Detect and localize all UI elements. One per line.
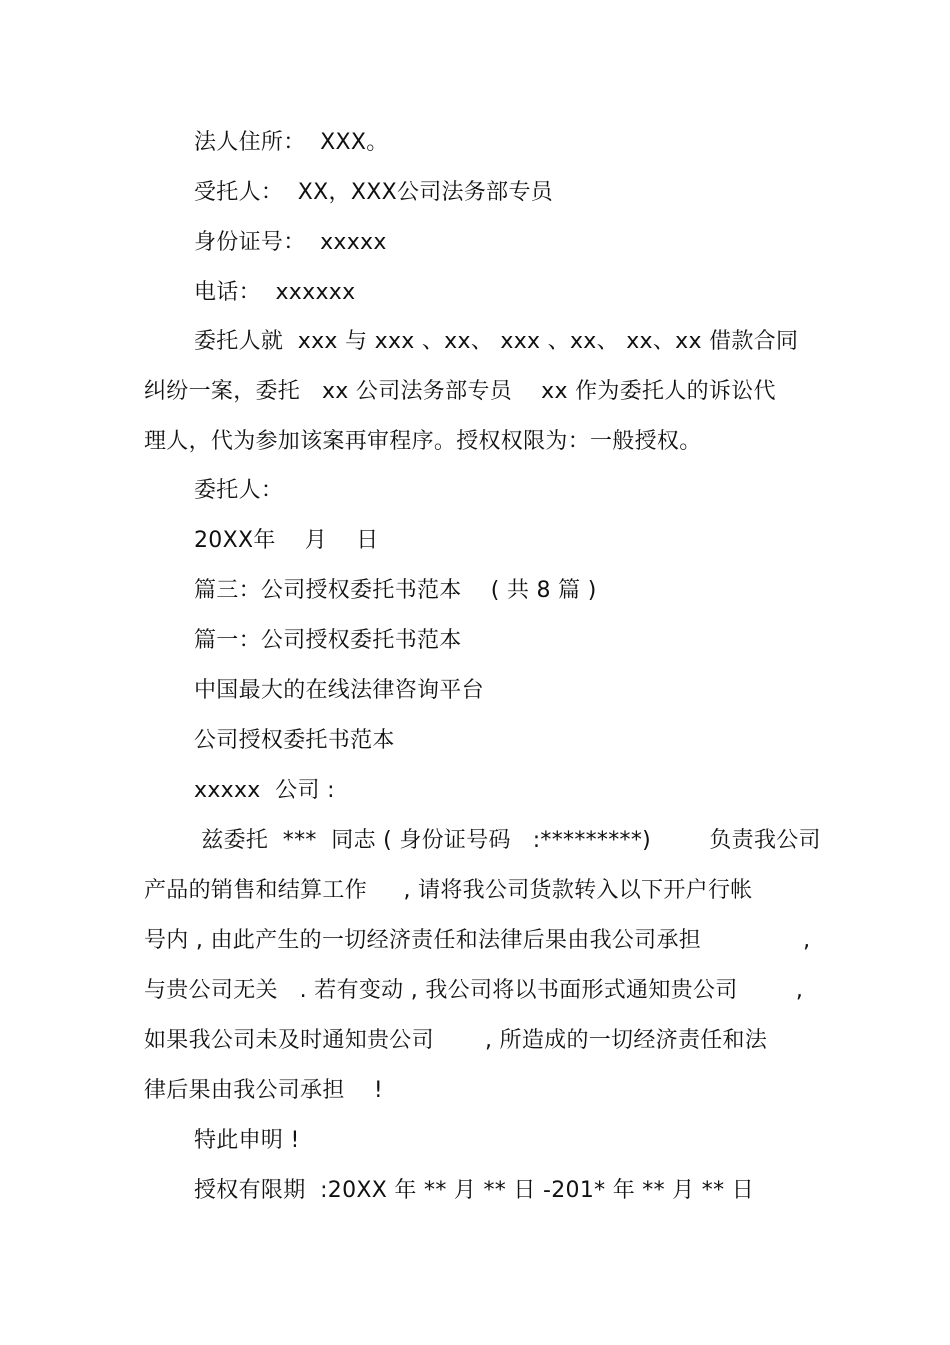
platform-line: 中国最大的在线法律咨询平台 [194,678,484,703]
principal-label: 委托人： [194,478,284,503]
paragraph-line: 号内 , 由此产生的一切经济责任和法律后果由我公司承担 , [144,928,811,953]
declaration-line: 特此申明 ! [194,1128,300,1153]
paragraph-line: 律后果由我公司承担 ! [144,1078,383,1103]
trustee-line: 受托人： XX，XXX公司法务部专员 [194,180,554,205]
section-heading: 篇一：公司授权委托书范本 [194,628,462,653]
paragraph-line: 与贵公司无关 . 若有变动 , 我公司将以书面形式通知贵公司 , [144,978,804,1003]
date-line: 20XX年 月 日 [194,528,379,553]
paragraph-line: 如果我公司未及时通知贵公司 , 所造成的一切经济责任和法 [144,1028,768,1053]
paragraph-line: 纠纷一案，委托 xx 公司法务部专员 xx 作为委托人的诉讼代 [144,379,776,404]
document-title: 公司授权委托书范本 [194,728,395,753]
id-number-line: 身份证号： xxxxx [194,230,387,255]
addressee-line: xxxxx 公司 : [194,778,335,803]
paragraph-line: 委托人就 xxx 与 xxx 、xx、 xxx 、xx、 xx、xx 借款合同 [194,329,799,354]
validity-period-line: 授权有限期 :20XX 年 ** 月 ** 日 -201* 年 ** 月 ** 日 [194,1178,754,1203]
paragraph-line: 产品的销售和结算工作 , 请将我公司货款转入以下开户行帐 [144,878,753,903]
paragraph-line: 兹委托 *** 同志 ( 身份证号码 :*********) 负责我公司 [194,828,821,853]
legal-address-line: 法人住所： XXX。 [194,130,389,155]
phone-line: 电话： xxxxxx [194,280,356,305]
section-heading: 篇三：公司授权委托书范本 ( 共 8 篇 ) [194,578,597,603]
paragraph-line: 理人，代为参加该案再审程序。授权权限为：一般授权。 [144,429,702,454]
